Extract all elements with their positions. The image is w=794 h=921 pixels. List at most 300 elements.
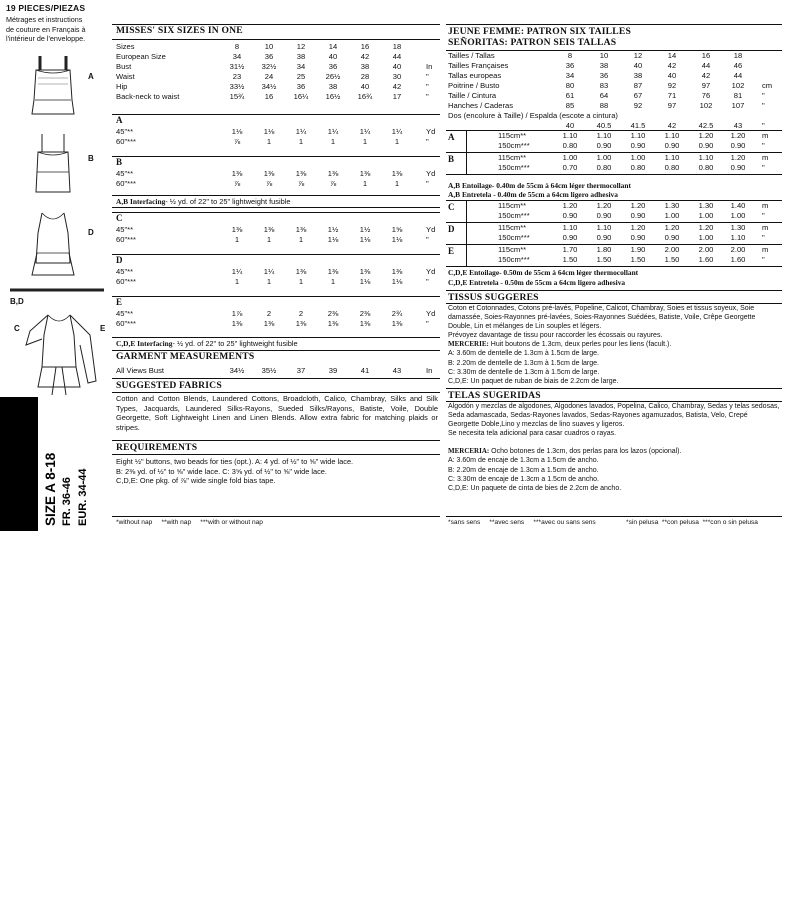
telas-text	[448, 402, 780, 438]
row-label: 150cm***	[498, 141, 530, 150]
cell-value: 1.10	[664, 153, 680, 162]
view-a-sketch	[26, 48, 86, 123]
french-note-line: l'intérieur de l'enveloppe.	[6, 34, 86, 43]
cell-value: 42.5	[698, 121, 714, 130]
cell-value: 44	[392, 52, 402, 61]
yardage-row	[112, 169, 440, 179]
merceria-line: Ocho botones de 1.3cm, dos perlas para los lazos (opcional).	[489, 448, 682, 455]
yardage-row	[112, 137, 440, 147]
cell-value: 67	[633, 91, 643, 100]
cell-value: 1⅜	[327, 169, 339, 178]
cell-value: 16	[264, 92, 274, 101]
divider	[112, 378, 440, 379]
unit-label: "	[762, 91, 765, 100]
cell-value: 2.00	[730, 245, 746, 254]
cell-value: 0.90	[596, 233, 612, 242]
cell-value: 1.40	[730, 201, 746, 210]
cell-value: 1⅜	[391, 267, 403, 276]
ab-interfacing-label: A,B Interfacing	[116, 197, 166, 206]
cell-value: 2.00	[664, 245, 680, 254]
metrage-row	[446, 153, 782, 163]
cell-value: 1⅜	[263, 169, 275, 178]
cell-value: 38	[633, 71, 643, 80]
cell-value: 36	[328, 62, 338, 71]
unit-label: m	[762, 223, 769, 232]
cell-value: 1.20	[730, 131, 746, 140]
cell-value: 41	[360, 366, 370, 375]
divider	[112, 392, 440, 393]
cell-value: 1	[234, 277, 240, 286]
cell-value: 1⅛	[263, 127, 275, 136]
row-label: 115cm**	[498, 153, 527, 162]
unit-label: Yd	[426, 169, 436, 178]
fr-footnote: *sans sens **avec sens ***avec ou sans sens	[448, 519, 596, 526]
row-label: 60"***	[116, 235, 137, 244]
unit-label: "	[426, 137, 429, 146]
french-spanish-column	[446, 0, 782, 531]
cell-value: 1	[266, 277, 272, 286]
cell-value: 87	[633, 81, 643, 90]
row-label: All Views Bust	[116, 366, 164, 375]
unit-label: "	[762, 255, 765, 264]
fr-back-label: Dos (encolure à Taille) / Espalda (escote a cintura)	[448, 111, 618, 120]
view-letter: D	[448, 224, 455, 234]
cell-value: 1.30	[730, 223, 746, 232]
size-row	[446, 91, 782, 101]
cell-value: 43	[392, 366, 402, 375]
row-label: 60"***	[116, 137, 137, 146]
pattern-number-band	[0, 397, 40, 921]
cell-value: 1½	[359, 225, 371, 234]
cell-value: 1⅛	[359, 277, 371, 286]
cell-value: 16	[360, 42, 370, 51]
divider	[112, 440, 440, 441]
cell-value: 2	[298, 309, 304, 318]
cell-value: 0.90	[630, 211, 646, 220]
cell-value: 30	[392, 72, 402, 81]
row-label: European Size	[116, 52, 166, 61]
row-label: 115cm**	[498, 131, 527, 140]
cell-value: ⅞	[265, 179, 273, 188]
cell-value: 107	[731, 101, 745, 110]
cell-value: 1	[266, 235, 272, 244]
es-footnote: *sin pelusa **con pelusa ***con o sin pelusa	[626, 519, 758, 526]
row-label: Hanches / Caderas	[448, 101, 514, 110]
cell-value: 40	[392, 62, 402, 71]
metrage-row	[446, 201, 782, 211]
cell-value: 23	[232, 72, 242, 81]
cell-value: 14	[667, 51, 677, 60]
mercerie-line: Huit boutons de 1.3cm, deux perles pour les liens (facult.).	[488, 341, 672, 348]
yardage-row	[112, 309, 440, 319]
size-row	[112, 52, 440, 62]
cell-value: 42	[360, 52, 370, 61]
unit-label: m	[762, 131, 769, 140]
row-label: 150cm***	[498, 233, 530, 242]
cell-value: 42	[392, 82, 402, 91]
telas-note: Se necesita tela adicional para casar cuadros o rayas.	[448, 430, 617, 437]
merceria-line: C,D,E: Un paquete de cinta de bies de 2.2cm de ancho.	[448, 485, 622, 493]
cell-value: 1.80	[596, 245, 612, 254]
cell-value: 42	[667, 121, 677, 130]
cell-value: 32½	[261, 62, 277, 71]
ab-entoilage: A,B Entoilage- 0.40m de 55cm à 64cm léger thermocollant	[448, 181, 631, 190]
cell-value: 34½	[261, 82, 277, 91]
cell-value: 0.90	[630, 233, 646, 242]
metrage-row	[446, 223, 782, 233]
mercerie-line: A: 3.60m de dentelle de 1.3cm à 1.5cm de large.	[448, 350, 599, 358]
unit-label: Yd	[426, 309, 436, 318]
row-label: 60"***	[116, 319, 137, 328]
view-letter: E	[116, 297, 123, 307]
unit-label: "	[762, 141, 765, 150]
cell-value: 1.10	[596, 223, 612, 232]
divider	[112, 114, 440, 115]
french-note-line: de couture en Français à	[6, 24, 86, 34]
cell-value: 1.10	[562, 131, 578, 140]
cell-value: 16¾	[357, 92, 373, 101]
cell-value: 0.80	[630, 163, 646, 172]
divider	[112, 212, 440, 213]
cell-value: 1⅜	[295, 169, 307, 178]
row-label: 115cm**	[498, 245, 527, 254]
cell-value: 64	[599, 91, 609, 100]
cell-value: 1⅜	[295, 319, 307, 328]
cell-value: 1	[362, 179, 368, 188]
divider	[112, 454, 440, 455]
cell-value: ⅞	[233, 179, 241, 188]
cell-value: 14	[328, 42, 338, 51]
cell-value: 1⅛	[231, 127, 243, 136]
unit-label: Yd	[426, 225, 436, 234]
cell-value: 1⅜	[391, 169, 403, 178]
cell-value: 1⅛	[391, 277, 403, 286]
size-row	[446, 71, 782, 81]
merceria-line: C: 3.30m de encaje de 1.3cm a 1.5cm de ancho.	[448, 475, 599, 483]
divider	[446, 200, 782, 201]
cell-value: 1.00	[698, 211, 714, 220]
cell-value: 2⅜	[359, 309, 371, 318]
cell-value: 1⅜	[359, 169, 371, 178]
row-label: 45"**	[116, 225, 134, 234]
cell-value: 12	[296, 42, 306, 51]
unit-label: "	[426, 235, 429, 244]
cell-value: 0.90	[562, 211, 578, 220]
cell-value: 24	[264, 72, 274, 81]
cell-value: 38	[360, 62, 370, 71]
cell-value: 1⅜	[295, 267, 307, 276]
cell-value: 40	[667, 71, 677, 80]
requirements-title: REQUIREMENTS	[116, 442, 198, 453]
cell-value: 0.90	[630, 141, 646, 150]
cell-value: 1¼	[327, 127, 339, 136]
telas-title: TELAS SUGERIDAS	[448, 390, 541, 401]
row-label: 45"**	[116, 169, 134, 178]
row-label: 45"**	[116, 267, 134, 276]
cell-value: 16	[701, 51, 711, 60]
sketch-label-e: E	[100, 324, 106, 333]
cell-value: 25	[296, 72, 306, 81]
telas-text-body: Algodón y mezclas de algodones, Algodones lavados, Popelina, Calico, Chambray, Sedas y telas sedosas, Seda adamascada, Sedas-Rayones lavados, Sedas-Rayones agamuzados, Batista, Velo, Crepé Georgette Doble,Lino y mezclas de lino suaves y ligeros.	[448, 403, 780, 428]
cell-value: 1.20	[664, 223, 680, 232]
cell-value: 34	[232, 52, 242, 61]
row-label: Poitrine / Busto	[448, 81, 500, 90]
cell-value: 61	[565, 91, 575, 100]
metrage-row	[446, 211, 782, 221]
cell-value: 1.00	[698, 233, 714, 242]
fr-back-label-row	[446, 111, 782, 121]
unit-label: "	[426, 72, 429, 81]
cell-value: 1.50	[596, 255, 612, 264]
european-size-range: EUR. 34-44	[77, 468, 89, 526]
ab-interfacing	[116, 197, 291, 207]
cell-value: 40	[328, 52, 338, 61]
cell-value: 1	[362, 137, 368, 146]
french-size-range: FR. 36-46	[61, 477, 73, 526]
cell-value: 0.90	[664, 233, 680, 242]
divider	[112, 296, 440, 297]
cell-value: 1.00	[630, 153, 646, 162]
cell-value: 1.10	[730, 233, 746, 242]
cell-value: 28	[360, 72, 370, 81]
divider	[112, 516, 440, 517]
size-row	[112, 72, 440, 82]
view-letter: D	[116, 255, 123, 265]
mercerie	[448, 340, 780, 386]
cell-value: 1.60	[730, 255, 746, 264]
row-label: Tailles / Tallas	[448, 51, 495, 60]
divider	[446, 174, 782, 175]
cell-value: 71	[667, 91, 677, 100]
unit-label: "	[426, 82, 429, 91]
cell-value: 1⅜	[327, 319, 339, 328]
row-label: Tailles Françaises	[448, 61, 509, 70]
cell-value: 1.10	[562, 223, 578, 232]
yardage-row	[112, 267, 440, 277]
unit-label: cm	[762, 81, 773, 90]
pieces-count: 19 PIECES/PIEZAS	[6, 3, 86, 13]
cell-value: ⅞	[329, 179, 337, 188]
garment-measurement-row	[112, 366, 440, 376]
unit-label: "	[762, 211, 765, 220]
cell-value: 1.20	[562, 201, 578, 210]
cell-value: 0.70	[562, 163, 578, 172]
cell-value: 34	[296, 62, 306, 71]
size-row	[446, 61, 782, 71]
cell-value: 1⅛	[391, 235, 403, 244]
fabrics-title: SUGGESTED FABRICS	[116, 380, 222, 391]
sketch-label-bd: B,D	[10, 297, 24, 306]
es-title: SEÑORITAS: PATRON SEIS TALLAS	[448, 37, 617, 48]
divider	[112, 337, 440, 338]
unit-label: "	[762, 233, 765, 242]
cell-value: 8	[567, 51, 573, 60]
cell-value: 1⅝	[391, 225, 403, 234]
sketch-label-c: C	[14, 324, 20, 333]
cell-value: 1⅜	[231, 319, 243, 328]
tissus-text	[448, 304, 780, 340]
unit-label: "	[762, 121, 765, 130]
cell-value: 34½	[229, 366, 245, 375]
merceria-title: MERCERIA:	[448, 447, 490, 455]
cde-interfacing-text: - ½ yd. of 22" to 25" lightweight fusible	[172, 339, 298, 348]
mercerie-title: MERCERIE:	[448, 340, 489, 348]
unit-label: m	[762, 153, 769, 162]
cell-value: 0.90	[730, 141, 746, 150]
metrage-row	[446, 131, 782, 141]
divider	[446, 266, 782, 267]
unit-label: "	[426, 92, 429, 101]
cell-value: 1¼	[263, 267, 275, 276]
row-label: 60"***	[116, 179, 137, 188]
view-ce-sketch	[20, 305, 110, 400]
cell-value: 1⅜	[327, 267, 339, 276]
requirements-line: C,D,E: One pkg. of ⅞" wide single fold bias tape.	[116, 476, 276, 486]
cell-value: 34	[565, 71, 575, 80]
english-column	[112, 0, 440, 531]
sketch-label-a: A	[88, 72, 94, 81]
unit-label: Yd	[426, 267, 436, 276]
cell-value: 1⅜	[231, 225, 243, 234]
divider	[446, 388, 782, 389]
view-letter: B	[116, 157, 123, 167]
cell-value: 44	[701, 61, 711, 70]
cell-value: 1	[330, 137, 336, 146]
cell-value: 16¼	[293, 92, 309, 101]
cell-value: 80	[565, 81, 575, 90]
tissus-title: TISSUS SUGGERES	[448, 292, 539, 303]
cell-value: 41.5	[630, 121, 646, 130]
row-label: Back-neck to waist	[116, 92, 180, 101]
merceria-line: B: 2.20m de encaje de 1.3cm a 1.5cm de ancho.	[448, 466, 599, 474]
view-b-sketch	[26, 128, 86, 203]
cell-value: 0.90	[596, 211, 612, 220]
cell-value: 1¼	[231, 267, 243, 276]
divider	[446, 290, 782, 291]
size-row	[112, 82, 440, 92]
divider	[112, 156, 440, 157]
yardage-row	[112, 127, 440, 137]
cell-value: 37	[296, 366, 306, 375]
cell-value: 1.00	[562, 153, 578, 162]
cell-value: 2	[266, 309, 272, 318]
french-note	[6, 15, 110, 44]
cell-value: 36	[296, 82, 306, 91]
row-label: 150cm***	[498, 163, 530, 172]
row-label: Taille / Cintura	[448, 91, 497, 100]
cell-value: 1¼	[295, 127, 307, 136]
row-label: Sizes	[116, 42, 135, 51]
merceria-line: A: 3.60m de encaje de 1.3cm a 1.5cm de ancho.	[448, 457, 599, 465]
unit-label: In	[426, 62, 433, 71]
cell-value: 44	[733, 71, 743, 80]
cell-value: 26½	[325, 72, 341, 81]
cde-entoilage: C,D,E Entoilage- 0.50m de 55cm à 64cm léger thermocollant	[448, 268, 639, 277]
cell-value: 1⅞	[231, 309, 243, 318]
mercerie-line: B: 2.20m de dentelle de 1.3cm à 1.5cm de large.	[448, 359, 599, 367]
cell-value: 1.50	[562, 255, 578, 264]
sketch-label-d: D	[88, 228, 94, 237]
tie-sketch	[8, 283, 108, 297]
cell-value: 1⅛	[359, 235, 371, 244]
cell-value: 1⅜	[231, 169, 243, 178]
cell-value: 36	[264, 52, 274, 61]
row-label: 115cm**	[498, 201, 527, 210]
size-row	[112, 92, 440, 102]
cell-value: 18	[392, 42, 402, 51]
cell-value: 0.90	[698, 141, 714, 150]
cell-value: 1	[298, 137, 304, 146]
cell-value: 1.60	[698, 255, 714, 264]
fr-title: JEUNE FEMME: PATRON SIX TAILLES	[448, 26, 631, 37]
metrage-row	[446, 163, 782, 173]
cell-value: 1.10	[664, 131, 680, 140]
cell-value: 0.80	[562, 141, 578, 150]
cell-value: 102	[731, 81, 745, 90]
cell-value: 1½	[327, 225, 339, 234]
pattern-number: 6563	[2, 847, 40, 921]
cell-value: 0.90	[664, 141, 680, 150]
cell-value: 1	[394, 179, 400, 188]
cde-interfacing	[116, 339, 298, 349]
cell-value: 1.00	[596, 153, 612, 162]
yardage-row	[112, 319, 440, 329]
requirements-line: Eight ½" buttons, two beads for ties (opt.). A: 4 yd. of ½" to ⅝" wide lace.	[116, 457, 354, 466]
cell-value: 36	[565, 61, 575, 70]
cell-value: 10	[599, 51, 609, 60]
row-label: Hip	[116, 82, 128, 91]
unit-label: "	[426, 179, 429, 188]
cell-value: 1.00	[730, 211, 746, 220]
cell-value: ⅞	[297, 179, 305, 188]
divider	[446, 516, 782, 517]
cell-value: 36	[599, 71, 609, 80]
size-row	[112, 62, 440, 72]
cell-value: 0.80	[664, 163, 680, 172]
cell-value: 18	[733, 51, 743, 60]
cell-value: 46	[733, 61, 743, 70]
mercerie-line: C: 3.30m de dentelle de 1.3cm à 1.5cm de large.	[448, 368, 600, 376]
row-label: 45"**	[116, 309, 134, 318]
row-label: 150cm***	[498, 255, 530, 264]
cell-value: 1.00	[664, 211, 680, 220]
cell-value: 40.5	[596, 121, 612, 130]
cell-value: 40	[633, 61, 643, 70]
cell-value: 42	[667, 61, 677, 70]
divider	[112, 207, 440, 208]
unit-label: "	[762, 163, 765, 172]
cell-value: 0.90	[730, 163, 746, 172]
divider	[446, 24, 782, 25]
unit-label: Yd	[426, 127, 436, 136]
size-range: SIZE A 8-18	[43, 452, 58, 526]
divider	[112, 195, 440, 196]
cell-value: 1.20	[730, 153, 746, 162]
cell-value: 0.80	[698, 163, 714, 172]
unit-label: In	[426, 366, 433, 375]
cell-value: 83	[599, 81, 609, 90]
view-letter: C	[116, 213, 123, 223]
cell-value: 1¼	[359, 127, 371, 136]
row-label: Tallas europeas	[448, 71, 502, 80]
cell-value: 38	[296, 52, 306, 61]
view-letter: A	[448, 132, 455, 142]
cell-value: 1.20	[698, 223, 714, 232]
cell-value: 1⅛	[327, 235, 339, 244]
left-panel	[0, 0, 112, 921]
cell-value: 1.50	[664, 255, 680, 264]
yardage-row	[112, 179, 440, 189]
